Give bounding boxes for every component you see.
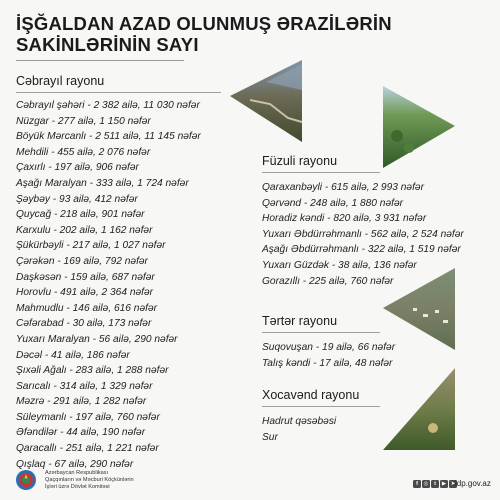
cebrayil-village-line: Karxulu - 202 ailə, 1 162 nəfər [16,224,153,236]
telegram-icon[interactable]: ➤ [450,481,456,487]
org-line-3: İşləri üzrə Dövlət Komitəsi [45,484,110,491]
terter-village-line: Talış kəndi - 17 ailə, 48 nəfər [262,357,393,369]
cebrayil-divider [16,92,221,93]
fuzuli-heading: Füzuli rayonu [262,154,338,168]
xocavend-heading: Xocavənd rayonu [262,388,360,402]
cebrayil-village-line: Süleymanlı - 197 ailə, 760 nəfər [16,411,160,423]
twitter-icon[interactable]: t [431,480,439,488]
cebrayil-village-line: Çərəkən - 169 ailə, 792 nəfər [16,255,148,267]
terter-heading: Tərtər rayonu [262,314,338,328]
cebrayil-village-line: Horovlu - 491 ailə, 2 364 nəfər [16,287,154,299]
cebrayil-village-line: Daşkəsən - 159 ailə, 687 nəfər [16,271,155,283]
terter-divider [262,332,380,333]
cebrayil-village-line: Quycağ - 218 ailə, 901 nəfər [16,209,145,221]
fuzuli-village-line: Qərvənd - 248 ailə, 1 880 nəfər [262,197,404,209]
facebook-icon[interactable]: f [413,480,421,488]
cebrayil-village-line: Yuxarı Maralyan - 56 ailə, 290 nəfər [16,333,178,345]
cebrayil-village-line: Şükürbəyli - 217 ailə, 1 027 nəfər [16,240,166,252]
cebrayil-heading: Cəbrayıl rayonu [16,74,105,88]
fuzuli-village-line: Yuxarı Əbdürrəhmanlı - 562 ailə, 2 524 nəfər [262,228,464,240]
terter-village-line: Suqovuşan - 19 ailə, 66 nəfər [262,342,396,353]
cebrayil-village-line: Şıxəli Ağalı - 283 ailə, 1 288 nəfər [16,365,169,377]
xocavend-village-line: Sur [262,431,278,443]
page-title [16,13,392,55]
cebrayil-village-line: Nüzgar - 277 ailə, 1 150 nəfər [16,115,151,127]
fuzuli-village-line: Aşağı Əbdürrəhmanlı - 322 ailə, 1 519 nəfər [262,244,461,256]
cebrayil-village-line: Əfəndilər - 44 ailə, 190 nəfər [16,427,146,439]
youtube-icon[interactable]: ▶ [441,481,447,487]
social-links [413,480,457,488]
cebrayil-village-line: Qaracallı - 251 ailə, 1 221 nəfər [16,443,159,455]
title-line-1: İŞĞALDAN AZAD OLUNMUŞ ƏRAZİLƏRİN [16,13,392,34]
cebrayil-village-line: Aşağı Maralyan - 333 ailə, 1 724 nəfər [16,177,189,189]
cebrayil-village-line: Mahmudlu - 146 ailə, 616 nəfər [16,302,158,314]
fuzuli-village-line: Horadiz kəndi - 820 ailə, 3 931 nəfər [262,213,427,225]
landscape-photo-terter [383,268,455,350]
cebrayil-village-line: Böyük Mərcanlı - 2 511 ailə, 11 145 nəfər [16,131,201,143]
fuzuli-village-line: Gorazıllı - 225 ailə, 760 nəfər [262,275,394,287]
cebrayil-village-line: Cəfərabad - 30 ailə, 173 nəfər [16,318,152,330]
website-link[interactable]: idp.gov.az [455,479,491,488]
terter-list [262,340,395,371]
organization-name [45,470,134,492]
title-divider [16,60,184,61]
xocavend-divider [262,406,380,407]
landscape-photo-xocavend [383,368,455,450]
state-emblem-icon [15,469,37,491]
cebrayil-village-line: Qışlaq - 67 ailə, 290 nəfər [16,458,134,470]
landscape-photo-fuzuli [383,86,455,168]
cebrayil-list [16,98,201,472]
fuzuli-divider [262,172,380,173]
landscape-photo-cebrayil [230,60,302,142]
cebrayil-village-line: Cəbrayıl şəhəri - 2 382 ailə, 11 030 nəfər [16,100,200,111]
fuzuli-village-line: Qaraxanbəyli - 615 ailə, 2 993 nəfər [262,182,424,193]
footer [0,466,500,500]
xocavend-list [262,414,336,445]
cebrayil-village-line: Dəcəl - 41 ailə, 186 nəfər [16,349,130,361]
org-line-1: Azərbaycan Respublikası [45,470,109,476]
cebrayil-village-line: Məzrə - 291 ailə, 1 282 nəfər [16,396,147,408]
instagram-icon[interactable]: ◎ [423,481,429,487]
xocavend-village-line: Hadrut qəsəbəsi [262,416,337,427]
title-line-2: SAKİNLƏRİNİN SAYI [16,34,199,55]
cebrayil-village-line: Şəybəy - 93 ailə, 412 nəfər [16,193,138,205]
cebrayil-village-line: Sarıcalı - 314 ailə, 1 329 nəfər [16,380,153,392]
cebrayil-village-line: Çaxırlı - 197 ailə, 906 nəfər [16,162,139,174]
org-line-2: Qaçqınların və Məcburi Köçkünlərin [45,477,134,484]
fuzuli-village-line: Yuxarı Güzdək - 38 ailə, 136 nəfər [262,259,417,271]
cebrayil-village-line: Mehdili - 455 ailə, 2 076 nəfər [16,146,151,158]
